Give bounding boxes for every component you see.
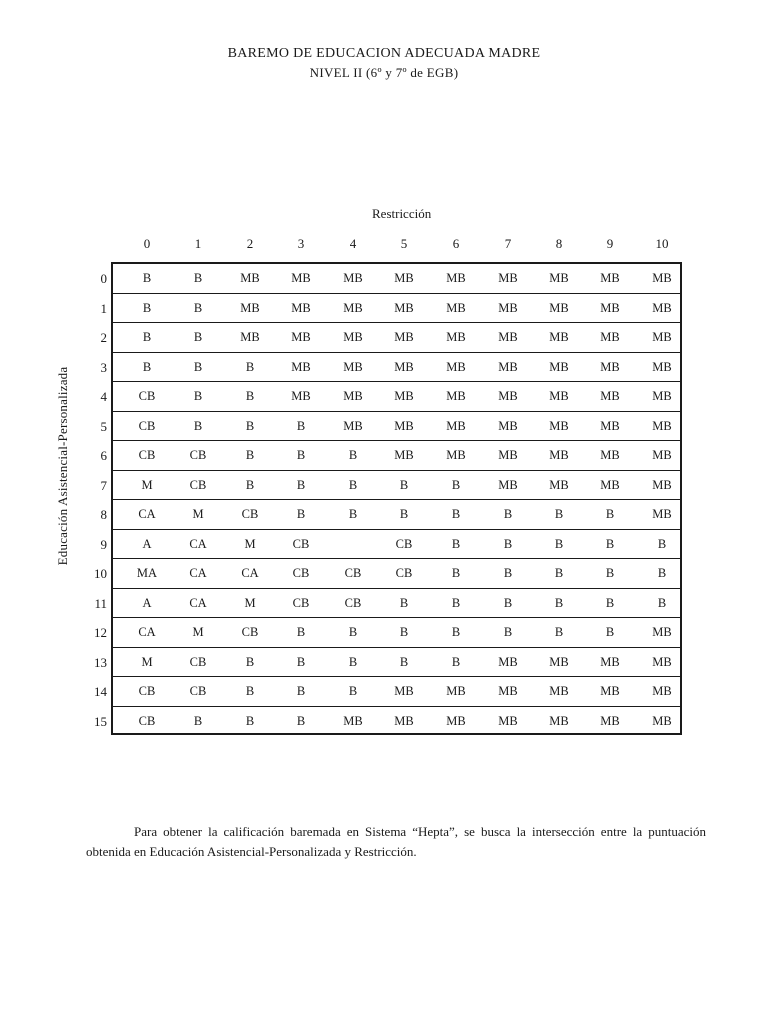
table-cell: B	[348, 654, 358, 669]
table-cell: MB	[446, 684, 466, 698]
table-cell: MB	[652, 684, 672, 698]
table-cell: MB	[652, 300, 672, 315]
table-cell: MB	[394, 684, 414, 698]
table-cell: MB	[394, 330, 414, 344]
table-cell: MB	[343, 359, 363, 374]
table-cell: B	[142, 330, 152, 344]
table-cell: MB	[498, 684, 518, 698]
table-row	[94, 677, 680, 707]
table-cell: MB	[549, 477, 569, 492]
table-cell: MB	[394, 271, 414, 285]
row-label: 6	[100, 448, 107, 463]
table-cell: MB	[652, 448, 672, 462]
row-label: 5	[100, 418, 107, 434]
table-cell: CA	[189, 566, 207, 580]
table-cell: B	[193, 300, 203, 315]
table-row	[94, 589, 680, 619]
table-cell: MB	[600, 448, 620, 462]
table-cell: B	[399, 625, 409, 639]
table-cell: MB	[600, 300, 620, 315]
table-cell: MB	[652, 271, 672, 285]
table-cell: B	[657, 536, 667, 551]
table-row	[100, 353, 680, 383]
table-cell: M	[141, 477, 153, 492]
table-cell: MB	[343, 389, 363, 403]
table-cell: MB	[600, 359, 620, 374]
table-cell: B	[193, 359, 203, 374]
table-cell: MB	[291, 389, 311, 403]
table-cell: MB	[652, 330, 672, 344]
table-cell: CB	[241, 625, 259, 639]
table-cell: MB	[240, 300, 260, 315]
row-label: 3	[100, 359, 107, 375]
table-row	[100, 412, 680, 442]
table-cell: MB	[291, 271, 311, 285]
table-cell: CB	[241, 507, 259, 521]
table-cell: B	[296, 713, 306, 728]
table-row	[100, 382, 680, 412]
table-cell: MB	[446, 448, 466, 462]
table-cell: M	[244, 536, 256, 551]
table-cell: B	[503, 536, 513, 551]
table-cell: MB	[498, 359, 518, 374]
column-header-7: 7	[504, 236, 512, 251]
table-cell: B	[554, 507, 564, 521]
table-cell: B	[296, 625, 306, 639]
row-label: 0	[100, 271, 107, 286]
column-header-2: 2	[246, 236, 254, 251]
table-cell: B	[245, 418, 255, 433]
row-axis-title: Educación Asistencial-Personalizada	[55, 366, 70, 566]
table-cell: MB	[652, 477, 672, 492]
row-label: 1	[100, 300, 107, 316]
table-cell: MB	[498, 271, 518, 285]
table-cell: B	[142, 271, 152, 285]
table-cell: CB	[344, 566, 362, 580]
table-cell: B	[193, 418, 203, 433]
table-cell: CB	[189, 448, 207, 462]
column-header-9: 9	[606, 236, 614, 251]
table-cell: CA	[138, 507, 156, 521]
table-cell: B	[554, 566, 564, 580]
table-cell: B	[348, 625, 358, 639]
table-cell: B	[348, 477, 358, 492]
table-cell: CB	[138, 418, 156, 433]
table-cell: B	[245, 477, 255, 492]
table-cell: MB	[549, 448, 569, 462]
row-label: 9	[100, 536, 107, 552]
table-cell: CB	[189, 654, 207, 669]
table-cell: MB	[600, 477, 620, 492]
title-line-1: BAREMO DE EDUCACION ADECUADA MADRE	[227, 46, 541, 61]
table-cell: MB	[240, 271, 260, 285]
table-cell: B	[503, 507, 513, 521]
table-cell: B	[605, 595, 615, 610]
row-label: 13	[94, 654, 107, 670]
table-cell: MB	[343, 300, 363, 315]
table-cell: B	[193, 271, 203, 285]
table-cell: B	[193, 330, 203, 344]
title-line-2: NIVEL II (6º y 7º de EGB)	[309, 65, 459, 80]
table-row	[94, 559, 680, 589]
table-cell: MB	[549, 271, 569, 285]
table-cell: CB	[138, 389, 156, 403]
table-cell: B	[657, 566, 667, 580]
table-cell: MB	[343, 418, 363, 433]
row-label: 7	[100, 477, 107, 493]
table-cell: MB	[498, 418, 518, 433]
table-cell: B	[451, 536, 461, 551]
table-row	[100, 323, 680, 353]
table-row	[100, 500, 680, 530]
table-cell: MB	[343, 330, 363, 344]
column-header-8: 8	[555, 236, 563, 251]
table-cell: M	[244, 595, 256, 610]
table-cell: CB	[292, 536, 310, 551]
table-cell: B	[296, 507, 306, 521]
table-cell: MB	[549, 330, 569, 344]
table-cell: B	[296, 684, 306, 698]
table-cell: MB	[291, 359, 311, 374]
table-cell: M	[141, 654, 153, 669]
table-cell: MB	[394, 448, 414, 462]
table-cell: B	[245, 359, 255, 374]
table-cell: MB	[394, 300, 414, 315]
table-cell: MB	[652, 359, 672, 374]
table-cell: A	[142, 595, 152, 610]
table-cell: MB	[549, 684, 569, 698]
table-cell: MB	[343, 271, 363, 285]
table-cell: MB	[394, 389, 414, 403]
table-cell: B	[245, 448, 255, 462]
table-cell: B	[451, 477, 461, 492]
table-cell: MB	[600, 713, 620, 728]
row-label: 10	[94, 566, 107, 581]
table-cell: MB	[549, 389, 569, 403]
column-header-1: 1	[194, 236, 202, 251]
table-row	[94, 648, 680, 678]
table-cell: MB	[549, 713, 569, 728]
table-cell: MB	[652, 654, 672, 669]
table-cell: CB	[344, 595, 362, 610]
table-row	[100, 471, 680, 501]
footer-note: Para obtener la calificación baremada en Sistema “Hepta”, se busca la intersección entre la puntuación obtenida en Educación Asistencial-Personalizada y Restricción.	[86, 824, 706, 859]
table-cell: B	[348, 507, 358, 521]
table-cell: CA	[138, 625, 156, 639]
table-cell: B	[451, 566, 461, 580]
table-cell: B	[399, 477, 409, 492]
table-cell: B	[193, 713, 203, 728]
table-cell: CB	[138, 448, 156, 462]
table-cell: CA	[241, 566, 259, 580]
table-cell: B	[296, 418, 306, 433]
table-cell: MB	[498, 713, 518, 728]
table-cell: B	[503, 595, 513, 610]
table-cell: B	[193, 389, 203, 403]
table-cell: A	[142, 536, 152, 551]
table-cell: B	[296, 654, 306, 669]
table-cell: CB	[138, 684, 156, 698]
row-label: 12	[94, 625, 107, 640]
table-cell: MA	[136, 566, 158, 580]
table-row	[94, 707, 680, 737]
table-cell: B	[554, 536, 564, 551]
table-cell: B	[296, 477, 306, 492]
table-cell: MB	[652, 418, 672, 433]
table-cell: MB	[446, 389, 466, 403]
row-label: 4	[100, 389, 107, 404]
column-header-0: 0	[143, 236, 151, 251]
table-cell: MB	[394, 359, 414, 374]
table-cell: MB	[652, 507, 672, 521]
row-label: 14	[94, 684, 107, 699]
table-cell: CB	[189, 477, 207, 492]
table-cell: B	[245, 713, 255, 728]
table-cell: CB	[292, 595, 310, 610]
table-cell: B	[399, 595, 409, 610]
table-cell: MB	[446, 713, 466, 728]
table-cell: MB	[549, 418, 569, 433]
table-cell: B	[142, 359, 152, 374]
table-cell: CB	[292, 566, 310, 580]
table-cell: MB	[549, 654, 569, 669]
table-cell: MB	[600, 389, 620, 403]
table-row	[100, 264, 680, 294]
table-cell: CB	[138, 713, 156, 728]
table-cell: B	[605, 566, 615, 580]
table-row	[100, 441, 680, 471]
baremo-table	[94, 262, 682, 735]
table-cell: B	[245, 389, 255, 403]
table-cell: MB	[498, 654, 518, 669]
table-cell: MB	[600, 654, 620, 669]
column-axis-title: Restricción	[372, 206, 432, 221]
table-cell: B	[399, 507, 409, 521]
column-header-10: 10	[655, 236, 669, 251]
table-cell: B	[296, 448, 306, 462]
table-cell: MB	[652, 625, 672, 639]
table-cell: MB	[394, 418, 414, 433]
table-cell: CA	[189, 595, 207, 610]
table-cell: CB	[395, 566, 413, 580]
table-cell: MB	[498, 477, 518, 492]
table-cell: MB	[343, 713, 363, 728]
table-cell: MB	[446, 271, 466, 285]
table-cell: B	[348, 448, 358, 462]
table-cell: CB	[395, 536, 413, 551]
table-row	[94, 618, 680, 648]
table-cell: MB	[446, 300, 466, 315]
column-header-5: 5	[400, 236, 408, 251]
row-label: 8	[100, 507, 107, 522]
table-cell: MB	[549, 300, 569, 315]
table-cell: MB	[446, 418, 466, 433]
table-cell: MB	[600, 418, 620, 433]
document-title	[0, 44, 768, 82]
table-cell: MB	[498, 389, 518, 403]
column-header-4: 4	[349, 236, 357, 251]
table-cell: B	[348, 684, 358, 698]
table-cell: MB	[549, 359, 569, 374]
column-header-3: 3	[297, 236, 305, 251]
table-cell: B	[554, 625, 564, 639]
table-cell: MB	[291, 330, 311, 344]
table-cell: MB	[446, 330, 466, 344]
table-cell: B	[399, 654, 409, 669]
table-cell: CA	[189, 536, 207, 551]
table-cell: B	[451, 625, 461, 639]
table-cell: B	[605, 625, 615, 639]
table-cell: B	[554, 595, 564, 610]
table-row	[100, 294, 680, 324]
table-cell: M	[192, 507, 204, 521]
table-cell: MB	[600, 330, 620, 344]
table-cell: MB	[652, 713, 672, 728]
table-cell: MB	[600, 684, 620, 698]
table-cell: B	[245, 654, 255, 669]
table-cell: B	[503, 566, 513, 580]
table-cell: CB	[189, 684, 207, 698]
table-cell: B	[451, 507, 461, 521]
table-cell: MB	[446, 359, 466, 374]
table-cell: B	[605, 536, 615, 551]
column-header-6: 6	[452, 236, 460, 251]
table-cell: MB	[498, 330, 518, 344]
table-cell: MB	[652, 389, 672, 403]
table-cell: B	[142, 300, 152, 315]
table-cell: MB	[498, 300, 518, 315]
row-label: 11	[94, 595, 107, 611]
row-label: 2	[100, 330, 107, 345]
table-cell: B	[245, 684, 255, 698]
table-row	[100, 530, 680, 560]
table-cell: MB	[600, 271, 620, 285]
table-cell: MB	[240, 330, 260, 344]
table-cell: B	[605, 507, 615, 521]
table-cell: MB	[291, 300, 311, 315]
table-cell: MB	[498, 448, 518, 462]
table-cell: M	[192, 625, 204, 639]
table-cell: B	[451, 654, 461, 669]
table-cell: B	[451, 595, 461, 610]
table-cell: MB	[394, 713, 414, 728]
table-cell: B	[657, 595, 667, 610]
row-label: 15	[94, 713, 107, 729]
table-cell: B	[503, 625, 513, 639]
